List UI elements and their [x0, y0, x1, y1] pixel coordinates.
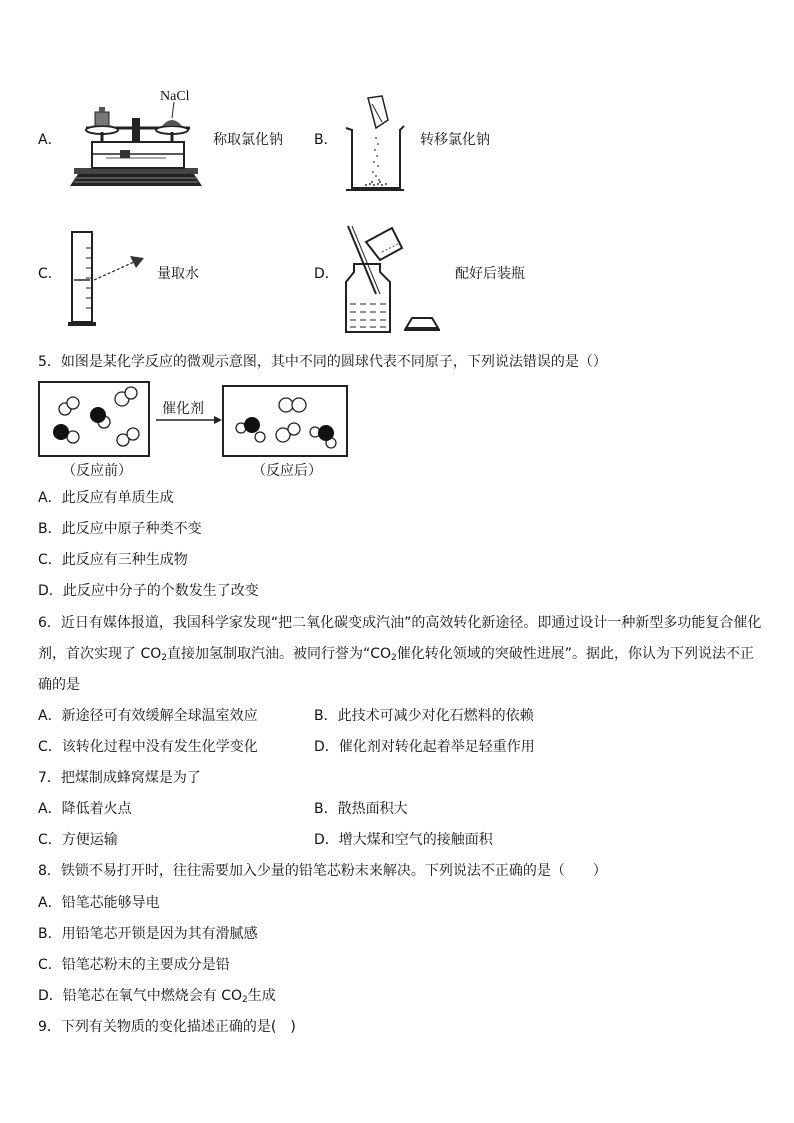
option-a-caption: 称取氯化钠	[213, 132, 283, 148]
q5-caption-before: （反应前）	[62, 463, 132, 479]
q5-caption-after: （反应后）	[252, 463, 322, 479]
q8-co2-subscript: 2	[242, 995, 248, 1005]
q6-stem-line1: 6．近日有媒体报道，我国科学家发现“把二氧化碳变成汽油”的高效转化新途径。即通过设计一种新型多功能复合催化	[38, 615, 762, 631]
nacl-label: NaCl	[160, 89, 190, 104]
q5-arrow-label: 催化剂	[162, 401, 204, 417]
q8-option-d-part-a: D．铅笔芯在氧气中燃烧会有 CO	[38, 988, 243, 1004]
q7-option-b: B．散热面积大	[314, 801, 408, 817]
q5-option-c: C．此反应有三种生成物	[38, 552, 188, 568]
q7-stem: 7．把煤制成蜂窝煤是为了	[38, 770, 201, 786]
cylinder-figure	[64, 228, 154, 328]
option-b-caption: 转移氯化钠	[420, 132, 490, 148]
q8-option-b: B．用铅笔芯开锁是因为其有滑腻感	[38, 926, 258, 942]
q6-co2-subscript-1: 2	[161, 653, 167, 663]
q8-stem: 8．铁锁不易打开时，往往需要加入少量的铅笔芯粉末来解决。下列说法不正确的是（ ）	[38, 863, 607, 879]
q6-stem-line2	[38, 645, 754, 663]
q5-stem: 5．如图是某化学反应的微观示意图，其中不同的圆球代表不同原子，下列说法错误的是（）	[38, 354, 607, 370]
q8-option-d	[38, 987, 276, 1005]
q8-option-c: C．铅笔芯粉末的主要成分是铅	[38, 957, 230, 973]
option-d-letter: D．	[314, 266, 339, 282]
q6-option-d: D．催化剂对转化起着举足轻重作用	[314, 739, 535, 755]
bottle-figure	[340, 224, 450, 336]
option-c-caption: 量取水	[157, 266, 199, 282]
q6-option-b: B．此技术可减少对化石燃料的依赖	[314, 708, 534, 724]
q8-option-d-part-b: 生成	[247, 988, 276, 1004]
q5-after-box	[222, 385, 348, 457]
q5-arrow	[156, 414, 222, 426]
q6-option-a: A．新途径可有效缓解全球温室效应	[38, 708, 258, 724]
q8-option-a: A．铅笔芯能够导电	[38, 895, 160, 911]
option-c-letter: C．	[38, 266, 62, 282]
q6-co2-subscript-2: 2	[391, 653, 397, 663]
option-b-letter: B．	[314, 132, 338, 148]
q5-option-d: D．此反应中分子的个数发生了改变	[38, 583, 259, 599]
option-a-letter: A．	[38, 132, 62, 148]
q9-stem: 9．下列有关物质的变化描述正确的是( )	[38, 1019, 296, 1035]
q6-line2-part-c: 催化转化领域的突破性进展”。据此，你认为下列说法不正	[396, 646, 755, 662]
q6-line2-part-b: 直接加氢制取汽油。被同行誉为“CO	[166, 646, 392, 662]
q6-line2-part-a: 剂，首次实现了 CO	[38, 646, 162, 662]
q7-option-c: C．方便运输	[38, 832, 118, 848]
q7-option-d: D．增大煤和空气的接触面积	[314, 832, 493, 848]
q5-option-b: B．此反应中原子种类不变	[38, 521, 202, 537]
option-d-caption: 配好后装瓶	[455, 266, 525, 282]
beaker-figure	[342, 94, 406, 192]
q7-option-a: A．降低着火点	[38, 801, 132, 817]
q6-stem-line3: 确的是	[38, 677, 80, 693]
q6-option-c: C．该转化过程中没有发生化学变化	[38, 739, 258, 755]
q5-option-a: A．此反应有单质生成	[38, 490, 174, 506]
q5-before-box	[38, 381, 150, 457]
